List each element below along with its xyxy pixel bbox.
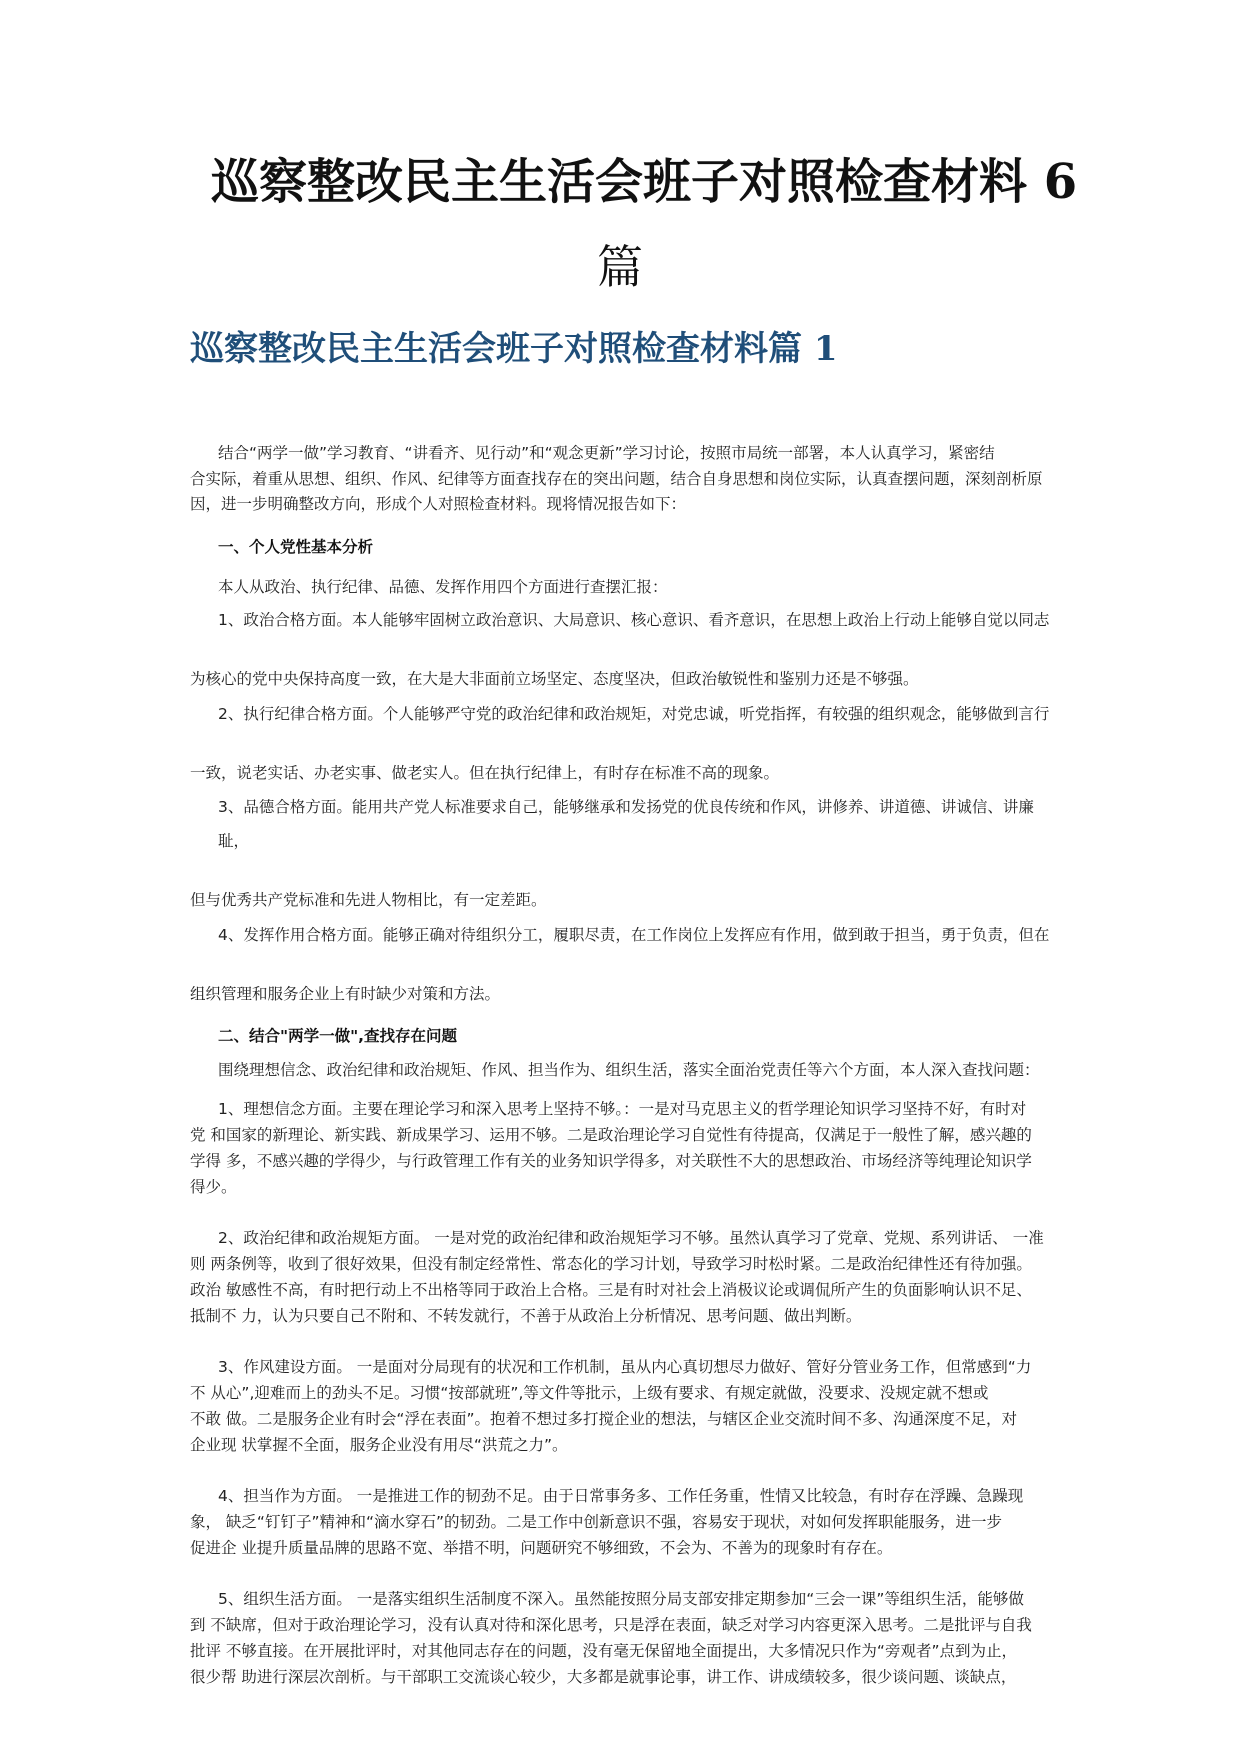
para-2-line-4: 抵制不 力，认为只要自己不附和、不转发就行，不善于从政治上分析情况、思考问题、做出判断。 <box>190 1307 862 1325</box>
item-3-line-1: 3、品德合格方面。能用共产党人标准要求自己，能够继承和发扬党的优良传统和作风，讲修养、讲道德、讲诚信、讲廉 <box>218 798 1034 816</box>
intro-line-3: 因，进一步明确整改方向，形成个人对照检查材料。现将情况报告如下： <box>190 495 687 513</box>
para-3-line-1: 3、作风建设方面。 一是面对分局现有的状况和工作机制，虽从内心真切想尽力做好、管好分管业务工作，但常感到“力 <box>218 1358 1032 1376</box>
para-1-line-1: 1、理想信念方面。主要在理论学习和深入思考上坚持不够。：一是对马克思主义的哲学理论知识学习坚持不好，有时对 <box>218 1100 1027 1118</box>
para-1-line-2: 党 和国家的新理论、新实践、新成果学习、运用不够。二是政治理论学习自觉性有待提高，仅满足于一般性了解，感兴趣的 <box>190 1126 1032 1144</box>
para-5-line-3: 批评 不够直接。在开展批评时，对其他同志存在的问题，没有毫无保留地全面提出，大多情况只作为“旁观者”点到为止， <box>190 1642 1017 1660</box>
document-title-line-1: 巡察整改民主生活会班子对照检查材料 6 <box>211 154 1078 210</box>
para-5-line-2: 到 不缺席，但对于政治理论学习，没有认真对待和深化思考，只是浮在表面，缺乏对学习内容更深入思考。二是批评与自我 <box>190 1616 1032 1634</box>
section-2-heading: 二、结合"两学一做",查找存在问题 <box>218 1027 458 1045</box>
item-2-line-1: 2、执行纪律合格方面。个人能够严守党的政治纪律和政治规矩，对党忠诚，听党指挥，有较强的组织观念，能够做到言行 <box>218 705 1050 723</box>
item-1-line-2: 为核心的党中央保持高度一致，在大是大非面前立场坚定、态度坚决，但政治敏锐性和鉴别力还是不够强。 <box>190 670 919 688</box>
para-3-line-3: 不敢 做。二是服务企业有时会“浮在表面”。抱着不想过多打搅企业的想法，与辖区企业交流时间不多、沟通深度不足，对 <box>190 1410 1017 1428</box>
item-3-line-2: 耻， <box>218 832 250 850</box>
para-5-line-4: 很少帮 助进行深层次剖析。与干部职工交流谈心较少，大多都是就事论事，讲工作、讲成绩较多，很少谈问题、谈缺点， <box>190 1668 1017 1686</box>
section-1-heading: 一、个人党性基本分析 <box>218 538 374 556</box>
section-1-lead: 本人从政治、执行纪律、品德、发挥作用四个方面进行查摆汇报： <box>218 578 668 596</box>
item-4-line-2: 组织管理和服务企业上有时缺少对策和方法。 <box>190 985 501 1003</box>
section-2-lead: 围绕理想信念、政治纪律和政治规矩、作风、担当作为、组织生活，落实全面治党责任等六个方面，本人深入查找问题： <box>218 1061 1040 1079</box>
para-3-line-2: 不 从心”,迎难而上的劲头不足。习惯“按部就班”,等文件等批示，上级有要求、有规定就做，没要求、没规定就不想或 <box>190 1384 989 1402</box>
para-4-line-2: 象， 缺乏“钉钉子”精神和“滴水穿石”的韧劲。二是工作中创新意识不强，容易安于现状，对如何发挥职能服务，进一步 <box>190 1513 1003 1531</box>
document-title-line-2: 篇 <box>597 240 643 294</box>
item-4-line-1: 4、发挥作用合格方面。能够正确对待组织分工，履职尽责，在工作岗位上发挥应有作用，做到敢于担当，勇于负责，但在 <box>218 926 1050 944</box>
item-2-line-2: 一致，说老实话、办老实事、做老实人。但在执行纪律上，有时存在标准不高的现象。 <box>190 764 780 782</box>
para-4-line-1: 4、担当作为方面。 一是推进工作的韧劲不足。由于日常事务多、工作任务重，性情又比较急，有时存在浮躁、急躁现 <box>218 1487 1024 1505</box>
para-3-line-4: 企业现 状掌握不全面，服务企业没有用尽“洪荒之力”。 <box>190 1436 568 1454</box>
para-2-line-1: 2、政治纪律和政治规矩方面。 一是对党的政治纪律和政治规矩学习不够。虽然认真学习了党章、党规、系列讲话、 一准 <box>218 1229 1044 1247</box>
item-3-line-3: 但与优秀共产党标准和先进人物相比，有一定差距。 <box>190 891 547 909</box>
intro-line-1: 结合“两学一做”学习教育、“讲看齐、见行动”和“观念更新”学习讨论，按照市局统一部署，本人认真学习，紧密结 <box>218 444 995 462</box>
para-5-line-1: 5、组织生活方面。 一是落实组织生活制度不深入。虽然能按照分局支部安排定期参加“三会一课”等组织生活，能够做 <box>218 1590 1024 1608</box>
para-4-line-3: 促进企 业提升质量品牌的思路不宽、举措不明，问题研究不够细致，不会为、不善为的现象时有存在。 <box>190 1539 893 1557</box>
para-1-line-4: 得少。 <box>190 1178 237 1196</box>
para-2-line-2: 则 两条例等，收到了很好效果，但没有制定经常性、常态化的学习计划，导致学习时松时紧。二是政治纪律性还有待加强。 <box>190 1255 1032 1273</box>
intro-line-2: 合实际，着重从思想、组织、作风、纪律等方面查找存在的突出问题，结合自身思想和岗位实际，认真查摆问题，深刻剖析原 <box>190 470 1043 488</box>
para-2-line-3: 政治 敏感性不高，有时把行动上不出格等同于政治上合格。三是有时对社会上消极议论或调侃所产生的负面影响认识不足、 <box>190 1281 1032 1299</box>
para-1-line-3: 学得 多，不感兴趣的学得少，与行政管理工作有关的业务知识学得多，对关联性不大的思想政治、市场经济等纯理论知识学 <box>190 1152 1032 1170</box>
section-subtitle: 巡察整改民主生活会班子对照检查材料篇 1 <box>190 329 838 369</box>
item-1-line-1: 1、政治合格方面。本人能够牢固树立政治意识、大局意识、核心意识、看齐意识，在思想上政治上行动上能够自觉以同志 <box>218 611 1050 629</box>
